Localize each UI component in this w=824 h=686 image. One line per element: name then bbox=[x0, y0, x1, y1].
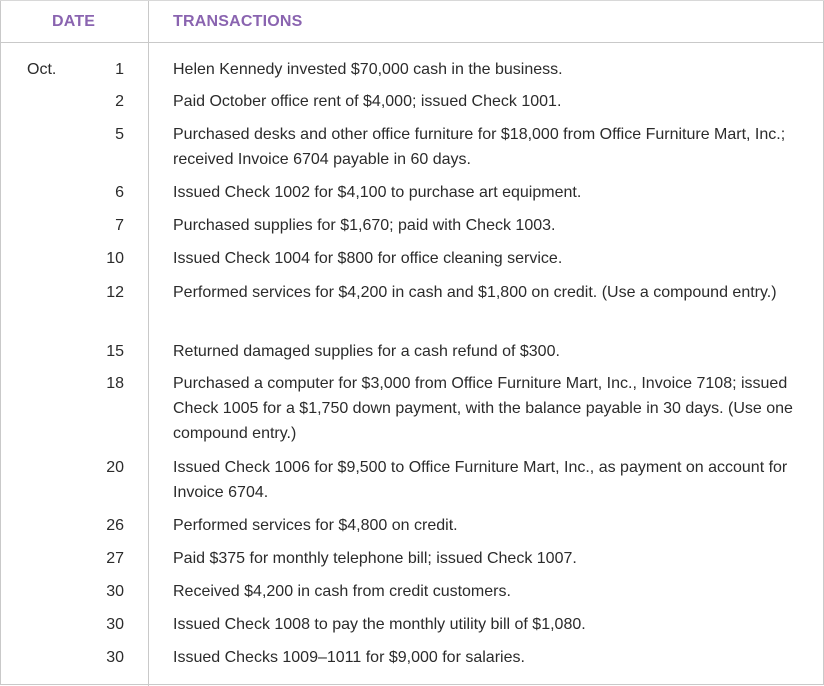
month-label: Oct. bbox=[27, 61, 57, 78]
transaction-description: Performed services for $4,200 in cash and $1,800 on credit. (Use a compound entry.) bbox=[173, 284, 777, 301]
day-cell: 1 bbox=[115, 61, 124, 78]
transaction-description: Returned damaged supplies for a cash refund of $300. bbox=[173, 343, 560, 360]
transaction-description: Issued Checks 1009–1011 for $9,000 for salaries. bbox=[173, 649, 525, 666]
transaction-description: Issued Check 1002 for $4,100 to purchase art equipment. bbox=[173, 184, 582, 201]
day-cell: 12 bbox=[106, 284, 124, 301]
transaction-description: Paid $375 for monthly telephone bill; issued Check 1007. bbox=[173, 550, 577, 567]
transaction-description: Purchased a computer for $3,000 from Office Furniture Mart, Inc., Invoice 7108; issued Check 1005 for a $1,750 down payment, with the balance payable in 30 days. (Use one compound entry.) bbox=[173, 375, 793, 442]
transactions-column-header: TRANSACTIONS bbox=[173, 13, 303, 30]
day-cell: 2 bbox=[115, 93, 124, 110]
day-cell: 5 bbox=[115, 126, 124, 143]
transaction-description: Purchased supplies for $1,670; paid with Check 1003. bbox=[173, 217, 556, 234]
transaction-description: Purchased desks and other office furniture for $18,000 from Office Furniture Mart, Inc.; received Invoice 6704 payable in 60 days. bbox=[173, 126, 786, 168]
transaction-description: Performed services for $4,800 on credit. bbox=[173, 517, 458, 534]
day-cell: 18 bbox=[106, 375, 124, 392]
day-cell: 6 bbox=[115, 184, 124, 201]
day-cell: 30 bbox=[106, 616, 124, 633]
day-cell: 26 bbox=[106, 517, 124, 534]
transaction-description: Helen Kennedy invested $70,000 cash in the business. bbox=[173, 61, 563, 78]
transaction-description: Received $4,200 in cash from credit customers. bbox=[173, 583, 511, 600]
transaction-description: Paid October office rent of $4,000; issued Check 1001. bbox=[173, 93, 562, 110]
day-cell: 30 bbox=[106, 649, 124, 666]
table-header bbox=[0, 0, 824, 43]
day-cell: 7 bbox=[115, 217, 124, 234]
column-divider bbox=[148, 0, 149, 686]
day-cell: 15 bbox=[106, 343, 124, 360]
transaction-description: Issued Check 1004 for $800 for office cleaning service. bbox=[173, 250, 563, 267]
day-cell: 10 bbox=[106, 250, 124, 267]
transaction-description: Issued Check 1008 to pay the monthly utility bill of $1,080. bbox=[173, 616, 586, 633]
date-column-header: DATE bbox=[52, 13, 96, 30]
day-cell: 27 bbox=[106, 550, 124, 567]
transaction-description: Issued Check 1006 for $9,500 to Office Furniture Mart, Inc., as payment on account for Invoice 6704. bbox=[173, 459, 788, 501]
day-cell: 30 bbox=[106, 583, 124, 600]
day-cell: 20 bbox=[106, 459, 124, 476]
